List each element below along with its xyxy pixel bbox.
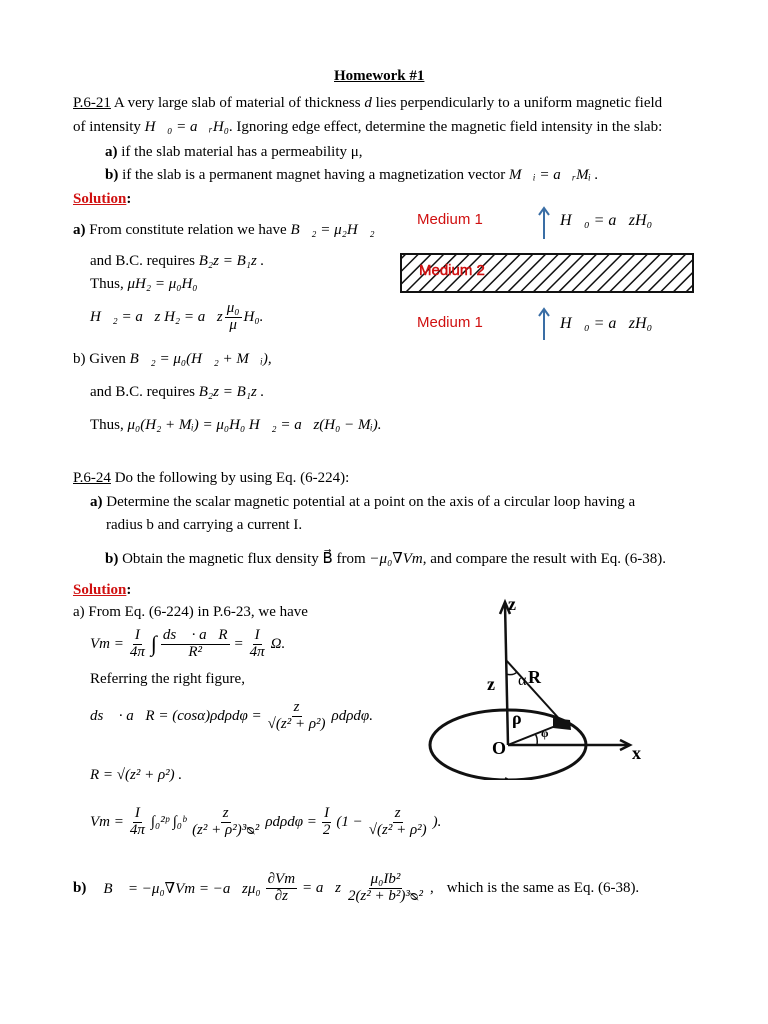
p621-item-a: a) if the slab material has a permeability μ, — [105, 144, 363, 160]
alpha-label: α — [518, 672, 527, 689]
medium-1-bottom-label: Medium 1 — [417, 314, 483, 331]
p621-item-b: b) if the slab is a permanent magnet having a magnetization vector M⃗ᵢ = a⃗ᵣMᵢ . — [105, 167, 599, 183]
phi-label: φ — [541, 726, 549, 740]
p624-item-a-cont: radius b and carrying a current I. — [106, 517, 303, 533]
fraction: $\frac{\partial Vm}{\partial z}$ — [267, 871, 296, 904]
sol1-thus: Thus, μH₂ = μ₀H₀ — [90, 276, 198, 292]
sol1-bc: and B.C. requires B₂z = B₁z . — [90, 253, 265, 269]
page-title: Homework #1 — [334, 68, 425, 84]
fraction: $\frac{I}{4\pi}$ — [249, 627, 265, 660]
problem-label: P.6-24 — [73, 470, 111, 486]
solution-heading-1: Solution: — [73, 191, 132, 207]
sol1-thus2: Thus, μ₀(H₂ + Mᵢ) = μ₀H₀ H⃗₂ = a⃗z(H₀ − Mᵢ). — [90, 417, 382, 433]
fraction: $\frac{z}{\text{√(z² + ρ²)}}$ — [368, 805, 427, 838]
origin-label: O — [492, 738, 507, 758]
problem-label: P.6-21 — [73, 95, 111, 111]
vm-equation-1: Vm = $\frac{I}{4\pi}$ ∫ $\frac{ds⃗ \cdot a⃗R}{\text{R²}}$ = $\frac{I}{4\pi}$ Ω. — [90, 627, 286, 660]
sol2-referring: Referring the right figure, — [90, 671, 245, 687]
ds-equation: ds⃗ · a⃗R = (cosα)ρdρdφ = $\frac{z}{\text{√(z² + ρ²)}}$ ρdρdφ. — [90, 699, 373, 732]
fraction: $\frac{I}{4\pi}$ — [129, 805, 145, 838]
fraction: $\frac{z}{\text{√(z² + ρ²)}}$ — [267, 699, 326, 732]
fraction: $\frac{I}{4\pi}$ — [129, 627, 145, 660]
sol1-h2-equation: H⃗₂ = a⃗z H₂ = a⃗z $\frac{\text{μ₀}}{\mu}$ H₀. — [90, 300, 264, 333]
field-arrow-bottom-icon — [535, 306, 555, 342]
field-arrow-top-icon — [535, 205, 555, 241]
vm-equation-2: Vm = $\frac{I}{4\pi}$ ∫₀²ᵖ ∫₀ᵇ $\frac{z}{\text{(z² + ρ²)³ᴓ²}}$ ρdρdφ = $\frac{I}{2}$ (1 − $\frac{z}{\text{√(z² + ρ²)}}$ ). — [90, 805, 442, 838]
p624-item-b: b) Obtain the magnetic flux density B⃗ from −μ₀∇Vm, and compare the result with Eq. (6-38). — [105, 551, 667, 567]
sol2-a-intro: a) From Eq. (6-224) in P.6-23, we have — [73, 604, 308, 620]
sol1-a: a) From constitute relation we have B⃗₂ = μ₂H⃗₂ — [73, 222, 375, 238]
x-axis-label: x — [632, 743, 641, 763]
rho-label: ρ — [512, 708, 522, 728]
fraction: $\frac{I}{2}$ — [322, 805, 331, 838]
p624-item-a: a) Determine the scalar magnetic potential at a point on the axis of a circular loop having a — [90, 494, 636, 510]
z-point-label: z — [487, 674, 495, 694]
p624-line1: P.6-24 Do the following by using Eq. (6-224): — [73, 470, 350, 486]
fraction: $\frac{\text{μ₀Ib²}}{\text{2(z² + b²)³ᴓ²}}$ — [347, 871, 423, 904]
r-equation: R = √(z² + ρ²) . — [90, 767, 183, 783]
fraction: $\frac{ds⃗ \cdot a⃗R}{\text{R²}}$ — [162, 627, 228, 660]
solution-heading-2: Solution: — [73, 582, 132, 598]
p621-line1: P.6-21 A very large slab of material of thickness d lies perpendicularly to a uniform magnetic field — [73, 95, 663, 111]
fraction: $\frac{z}{\text{(z² + ρ²)³ᴓ²}}$ — [192, 805, 260, 838]
medium-2-label: Medium 2 — [419, 262, 485, 279]
loop-figure — [425, 590, 665, 780]
p621-line2: of intensity H⃗₀ = a⃗ᵣH₀. Ignoring edge effect, determine the magnetic field intensity in the slab: — [73, 119, 663, 135]
field-label-bottom: H⃗₀ = a⃗zH₀ — [560, 315, 653, 332]
fraction: $\frac{\text{μ₀}}{\mu}$ — [226, 300, 240, 333]
surface-element — [553, 718, 571, 730]
field-label-top: H⃗₀ = a⃗zH₀ — [560, 212, 653, 229]
z-axis-label: z — [508, 594, 516, 614]
b-equation: b) B⃗ = −μ₀∇Vm = −a⃗zμ₀ $\frac{\partial Vm}{\partial z}$ = a⃗z $\frac{\text{μ₀Ib²}}{\text{2(z² + b²)³ᴓ²}}$ , which is the same as Eq. (6-38). — [73, 871, 640, 904]
sol1-b-given: b) Given B⃗₂ = μ₀(H⃗₂ + M⃗ᵢ), — [73, 351, 272, 367]
sol1-bc2: and B.C. requires B₂z = B₁z . — [90, 384, 265, 400]
r-label: R — [528, 667, 541, 687]
medium-1-top-label: Medium 1 — [417, 211, 483, 228]
